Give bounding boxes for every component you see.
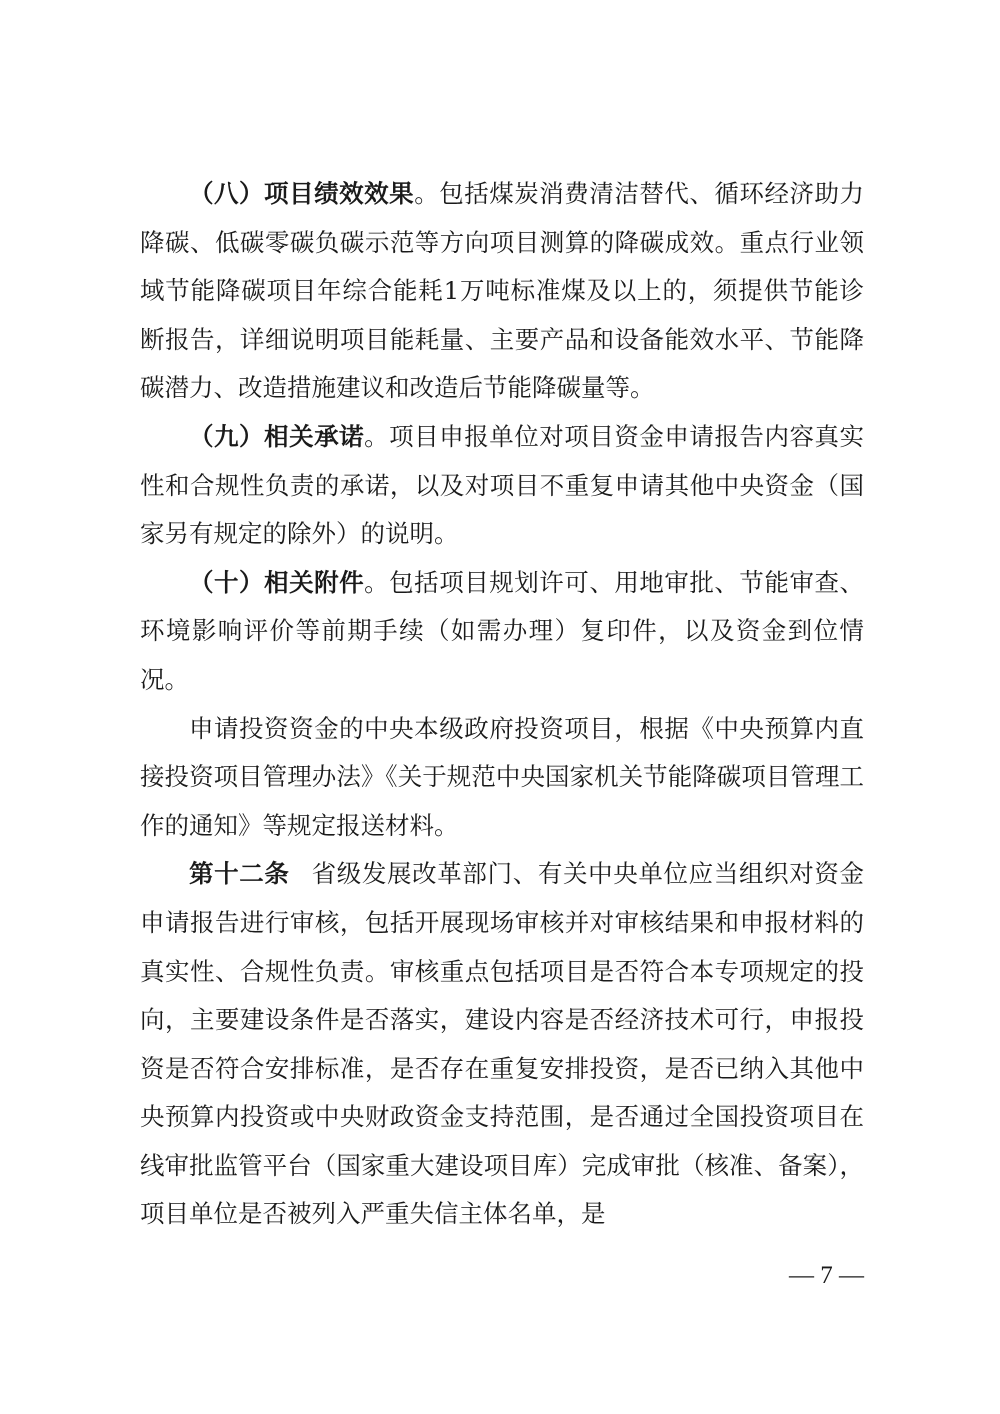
paragraph-8 (140, 170, 864, 413)
paragraph-central-projects (140, 705, 864, 851)
article-label: 第十二条 (189, 859, 290, 889)
body-text (140, 170, 864, 1239)
page-number: — 7 — (789, 1262, 864, 1289)
paragraph-text: 省级发展改革部门、有关中央单位应当组织对资金申请报告进行审核，包括开展现场审核并对审核结果和申报材料的真实性、合规性负责。审核重点包括项目是否符合本专项规定的投向，主要建设条件是否落实，建设内容是否经济技术可行，申报投资是否符合安排标准，是否存在重复安排投资，是否已纳入其他中央预算内投资或中央财政资金支持范围，是否通过全国投资项目在线审批监管平台（国家重大建设项目库）完成审批（核准、备案），项目单位是否被列入严重失信主体名单，是 (140, 859, 865, 1229)
paragraph-text: 。包括项目规划许可、用地审批、节能审查、环境影响评价等前期手续（如需办理）复印件，以及资金到位情况。 (140, 567, 865, 694)
paragraph-9 (140, 413, 864, 559)
section-heading: （九）相关承诺 (189, 421, 365, 451)
paragraph-text: 申请投资资金的中央本级政府投资项目，根据《中央预算内直接投资项目管理办法》《关于规范中央国家机关节能降碳项目管理工作的通知》等规定报送材料。 (140, 713, 864, 840)
paragraph-10 (140, 559, 864, 705)
section-heading: （八）项目绩效效果 (189, 179, 415, 208)
section-heading: （十）相关附件 (189, 567, 365, 597)
paragraph-article-12 (140, 850, 864, 1239)
paragraph-text: 。项目申报单位对项目资金申请报告内容真实性和合规性负责的承诺，以及对项目不重复申请其他中央资金（国家另有规定的除外）的说明。 (140, 421, 865, 549)
paragraph-text: 。包括煤炭消费清洁替代、循环经济助力降碳、低碳零碳负碳示范等方向项目测算的降碳成效。重点行业领域节能降碳项目年综合能耗1万吨标准煤及以上的，须提供节能诊断报告，详细说明项目能耗量、主要产品和设备能效水平、节能降碳潜力、改造措施建议和改造后节能降碳量等。 (140, 179, 865, 403)
